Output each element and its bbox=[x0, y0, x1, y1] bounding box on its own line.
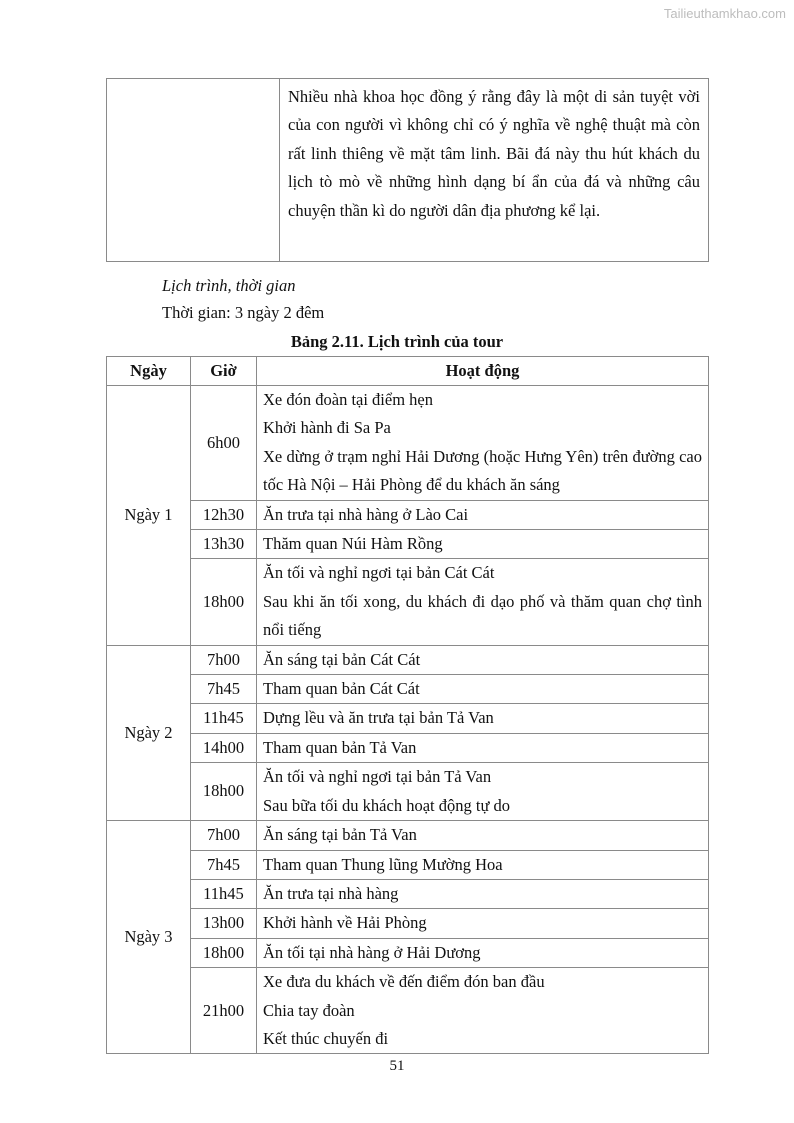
activity-cell bbox=[257, 386, 709, 501]
description-paragraph: Nhiều nhà khoa học đồng ý rằng đây là một di sản tuyệt vời của con người vì không chỉ có ý nghĩa về nghệ thuật mà còn rất linh thiêng về mặt tâm linh. Bãi đá này thu hút khách du lịch tò mò về những hình dạng bí ẩn của đá và những câu chuyện thần kì do người dân địa phương kể lại. bbox=[280, 79, 709, 262]
time-cell: 11h45 bbox=[191, 879, 257, 908]
time-cell: 7h45 bbox=[191, 850, 257, 879]
activity-cell bbox=[257, 530, 709, 559]
header-activity: Hoạt động bbox=[257, 357, 709, 386]
schedule-table bbox=[106, 356, 709, 1054]
table-row bbox=[107, 733, 709, 762]
activity-line: Tham quan bản Tả Van bbox=[263, 737, 417, 757]
activity-line: Tham quan bản Cát Cát bbox=[263, 679, 420, 699]
table-row bbox=[107, 850, 709, 879]
table-row bbox=[107, 821, 709, 850]
activity-line: Ăn sáng tại bản Tả Van bbox=[263, 825, 417, 845]
day-cell: Ngày 2 bbox=[107, 645, 191, 820]
header-row bbox=[107, 357, 709, 386]
table-caption: Bảng 2.11. Lịch trình của tour bbox=[290, 332, 504, 351]
activity-line: Sau bữa tối du khách hoạt động tự do bbox=[263, 795, 511, 815]
time-cell: 7h00 bbox=[191, 645, 257, 674]
table-row bbox=[107, 968, 709, 1054]
activity-line: Kết thúc chuyến đi bbox=[263, 1028, 389, 1048]
header-day: Ngày bbox=[107, 357, 191, 386]
activity-line: Ăn sáng tại bản Cát Cát bbox=[263, 649, 421, 669]
time-cell: 7h45 bbox=[191, 675, 257, 704]
activity-cell bbox=[257, 968, 709, 1054]
time-cell: 18h00 bbox=[191, 559, 257, 645]
section-heading: Lịch trình, thời gian bbox=[162, 276, 296, 295]
activity-line: Sau khi ăn tối xong, du khách đi dạo phố và thăm quan chợ tình nổi tiếng bbox=[263, 591, 702, 640]
activity-line: Xe đón đoàn tại điểm hẹn bbox=[263, 390, 433, 409]
table-row bbox=[107, 909, 709, 938]
duration-text: Thời gian: 3 ngày 2 đêm bbox=[162, 303, 325, 322]
activity-line: Ăn tối tại nhà hàng ở Hải Dương bbox=[263, 942, 481, 962]
activity-line: Dựng lều và ăn trưa tại bản Tả Van bbox=[263, 708, 494, 728]
activity-cell bbox=[257, 733, 709, 762]
table-row bbox=[107, 500, 709, 529]
activity-line: Ăn tối và nghỉ ngơi tại bản Tả Van bbox=[263, 767, 492, 787]
schedule-body bbox=[107, 386, 709, 1054]
activity-cell bbox=[257, 763, 709, 821]
time-cell: 18h00 bbox=[191, 938, 257, 967]
activity-line: Ăn trưa tại nhà hàng ở Lào Cai bbox=[263, 504, 469, 524]
activity-cell bbox=[257, 850, 709, 879]
table-row bbox=[107, 763, 709, 821]
table-row bbox=[107, 559, 709, 645]
activity-line: Xe đưa du khách về đến điểm đón ban đầu bbox=[263, 972, 545, 992]
day-cell: Ngày 1 bbox=[107, 386, 191, 646]
header-time: Giờ bbox=[191, 357, 257, 386]
table-row bbox=[107, 530, 709, 559]
table-row bbox=[107, 938, 709, 967]
activity-cell bbox=[257, 938, 709, 967]
activity-cell bbox=[257, 559, 709, 645]
activity-cell bbox=[257, 879, 709, 908]
activity-line: Khởi hành về Hải Phòng bbox=[263, 913, 427, 933]
activity-cell bbox=[257, 675, 709, 704]
time-cell: 6h00 bbox=[191, 386, 257, 501]
time-cell: 12h30 bbox=[191, 500, 257, 529]
time-cell: 7h00 bbox=[191, 821, 257, 850]
activity-cell bbox=[257, 821, 709, 850]
watermark: Tailieuthamkhao.com bbox=[663, 6, 786, 21]
day-cell: Ngày 3 bbox=[107, 821, 191, 1054]
activity-cell bbox=[257, 909, 709, 938]
time-cell: 13h30 bbox=[191, 530, 257, 559]
activity-line: Chia tay đoàn bbox=[263, 1000, 355, 1020]
time-cell: 18h00 bbox=[191, 763, 257, 821]
activity-line: Thăm quan Núi Hàm Rồng bbox=[263, 534, 443, 554]
table-row bbox=[107, 675, 709, 704]
activity-line: Ăn trưa tại nhà hàng bbox=[263, 883, 399, 903]
activity-cell bbox=[257, 500, 709, 529]
activity-line: Ăn tối và nghỉ ngơi tại bản Cát Cát bbox=[263, 563, 495, 583]
time-cell: 11h45 bbox=[191, 704, 257, 733]
time-cell: 13h00 bbox=[191, 909, 257, 938]
table-row bbox=[107, 645, 709, 674]
activity-cell bbox=[257, 704, 709, 733]
activity-cell bbox=[257, 645, 709, 674]
activity-line: Xe dừng ở trạm nghỉ Hải Dương (hoặc Hưng Yên) trên đường cao tốc Hà Nội – Hải Phòng để du khách ăn sáng bbox=[263, 446, 702, 495]
time-cell: 14h00 bbox=[191, 733, 257, 762]
table-row bbox=[107, 386, 709, 501]
time-cell: 21h00 bbox=[191, 968, 257, 1054]
activity-line: Khởi hành đi Sa Pa bbox=[263, 418, 391, 438]
empty-cell bbox=[107, 79, 280, 262]
activity-line: Tham quan Thung lũng Mường Hoa bbox=[263, 854, 503, 874]
table-row bbox=[107, 704, 709, 733]
page-number: 51 bbox=[389, 1058, 405, 1074]
table-row bbox=[107, 879, 709, 908]
continued-table bbox=[106, 78, 709, 262]
